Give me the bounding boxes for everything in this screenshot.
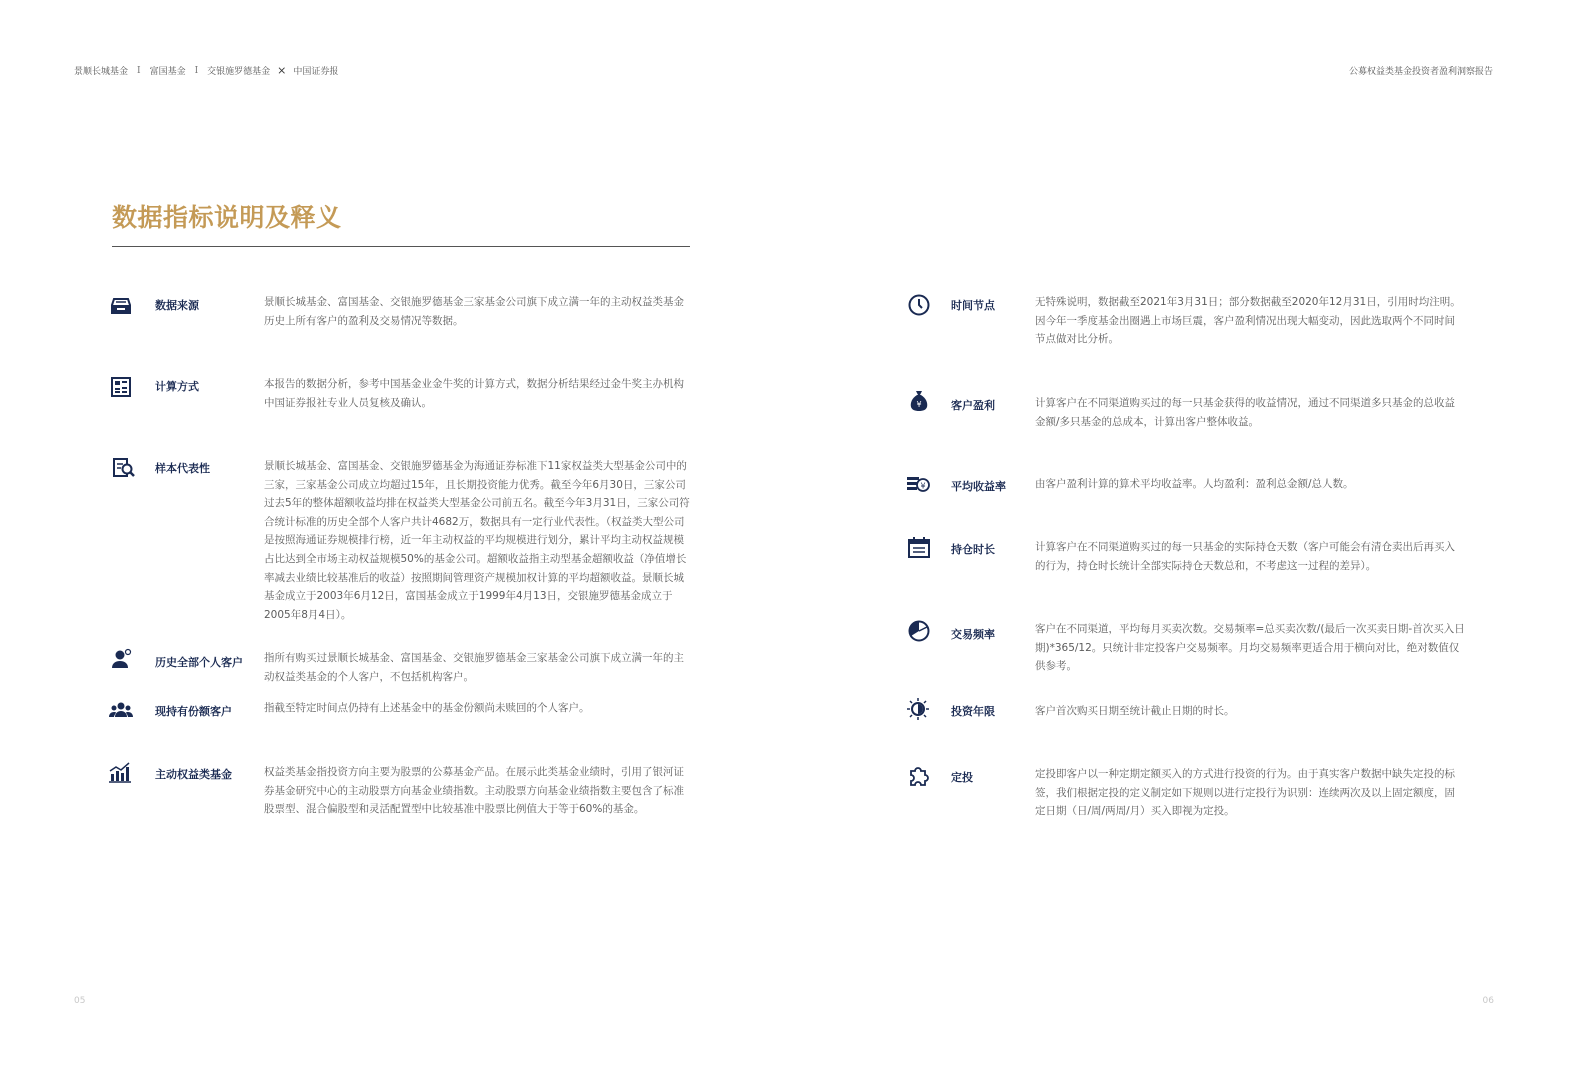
money-bag-icon (907, 389, 931, 413)
item-label: 交易频率 (951, 628, 995, 641)
item-label: 客户盈利 (951, 399, 995, 412)
sun-coin-icon (906, 697, 930, 721)
clock-icon (907, 293, 931, 317)
calculator-icon (109, 375, 133, 399)
item-description: 客户首次购买日期至统计截止日期的时长。 (1035, 705, 1235, 717)
item-label: 计算方式 (155, 380, 199, 393)
report-title: 公募权益类基金投资者盈利洞察报告 (1348, 67, 1493, 77)
item-label: 数据来源 (155, 299, 199, 312)
item-label: 主动权益类基金 (155, 768, 232, 781)
item-description: 指所有购买过景顺长城基金、富国基金、交银施罗德基金三家基金公司旗下成立满一年的主动权益类基金的个人客户，不包括机构客户。 (264, 652, 684, 683)
partner-2: 富国基金 (149, 67, 186, 77)
user-group-icon (109, 698, 133, 722)
item-description: 指截至特定时间点仍持有上述基金中的基金份额尚未赎回的个人客户。 (264, 702, 590, 714)
item-label: 样本代表性 (155, 462, 210, 475)
calendar-icon (907, 536, 931, 560)
item-description: 景顺长城基金、富国基金、交银施罗德基金三家基金公司旗下成立满一年的主动权益类基金历史上所有客户的盈利及交易情况等数据。 (264, 296, 684, 327)
document-search-icon (112, 456, 136, 480)
item-description: 本报告的数据分析，参考中国基金业金牛奖的计算方式，数据分析结果经过金牛奖主办机构中国证券报社专业人员复核及确认。 (264, 378, 684, 409)
svg-text:¥: ¥ (920, 481, 926, 491)
item-label: 平均收益率 (951, 480, 1006, 493)
bar-chart-icon (108, 760, 132, 784)
item-description: 权益类基金指投资方向主要为股票的公募基金产品。在展示此类基金业绩时，引用了银河证券基金研究中心的主动股票方向基金业绩指数。主动股票方向基金业绩指数主要包含了标准股票型、混合偏股型和灵活配置型中比较基准中股票比例值大于等于60%的基金。 (264, 766, 684, 816)
item-description: 定投即客户以一种定期定额买入的方式进行投资的行为。由于真实客户数据中缺失定投的标签，我们根据定投的定义制定如下规则以进行定投行为识别：连续两次及以上固定额度，固定日期（日/周/两周/月）买入即视为定投。 (1035, 768, 1455, 818)
partner-1: 景顺长城基金 (74, 67, 129, 77)
item-description: 由客户盈利计算的算术平均收益率。人均盈利：盈利总金额/总人数。 (1035, 478, 1354, 490)
user-icon (109, 647, 133, 671)
item-label: 投资年限 (951, 705, 995, 718)
database-tray-icon (109, 294, 133, 318)
item-description: 无特殊说明，数据截至2021年3月31日；部分数据截至2020年12月31日，引用时均注明。因今年一季度基金出圈遇上市场巨震，客户盈利情况出现大幅变动，因此选取两个不同时间节点做对比分析。 (1035, 296, 1461, 346)
puzzle-icon (907, 764, 931, 788)
separator: I (137, 65, 141, 76)
partner-header (74, 64, 338, 77)
partner-3: 交银施罗德基金 (207, 67, 271, 77)
page-number-right: 06 (1482, 996, 1494, 1006)
item-description: 客户在不同渠道，平均每月买卖次数。交易频率=总买卖次数/(最后一次买卖日期-首次买入日期)*365/12。只统计非定投客户交易频率。月均交易频率更适合用于横向对比，绝对数值仅供参考。 (1035, 623, 1465, 673)
title-divider (112, 246, 690, 247)
coins-icon (906, 472, 930, 496)
item-label: 时间节点 (951, 299, 995, 312)
item-description: 计算客户在不同渠道购买过的每一只基金获得的收益情况，通过不同渠道多只基金的总收益金额/多只基金的总成本，计算出客户整体收益。 (1035, 397, 1455, 428)
item-label: 历史全部个人客户 (155, 656, 243, 669)
media-partner: 中国证券报 (293, 67, 339, 77)
item-label: 定投 (951, 771, 973, 784)
pie-chart-icon (907, 619, 931, 643)
item-label: 现持有份额客户 (155, 705, 232, 718)
page-title: 数据指标说明及释义 (112, 203, 342, 232)
item-label: 持仓时长 (951, 543, 995, 556)
svg-text:¥: ¥ (916, 400, 922, 409)
page-number-left: 05 (74, 996, 86, 1006)
cross-mark: × (277, 64, 287, 77)
item-description: 景顺长城基金、富国基金、交银施罗德基金为海通证券标准下11家权益类大型基金公司中的三家，三家基金公司成立均超过15年，且长期投资能力优秀。截至今年6月30日，三家公司过去5年的整体超额收益均排在权益类大型基金公司前五名。截至今年3月31日，三家公司符合统计标准的历史全部个人客户共计4682万，数据具有一定行业代表性。（权益类大型公司是按照海通证券规模排行榜，近一年主动权益的平均规模进行划分，累计平均主动权益规模占比达到全市场主动权益规模50%的基金公司。超额收益指主动型基金超额收益（净值增长率减去业绩比较基准后的收益）按照期间管理资产规模加权计算的平均超额收益。景顺长城基金成立于2003年6月12日，富国基金成立于1999年4月13日，交银施罗德基金成立于2005年8月4日）。 (264, 460, 690, 621)
separator: I (194, 65, 199, 76)
item-description: 计算客户在不同渠道购买过的每一只基金的实际持仓天数（客户可能会有清仓卖出后再买入的行为，持仓时长统计全部实际持仓天数总和，不考虑这一过程的差异）。 (1035, 541, 1455, 572)
